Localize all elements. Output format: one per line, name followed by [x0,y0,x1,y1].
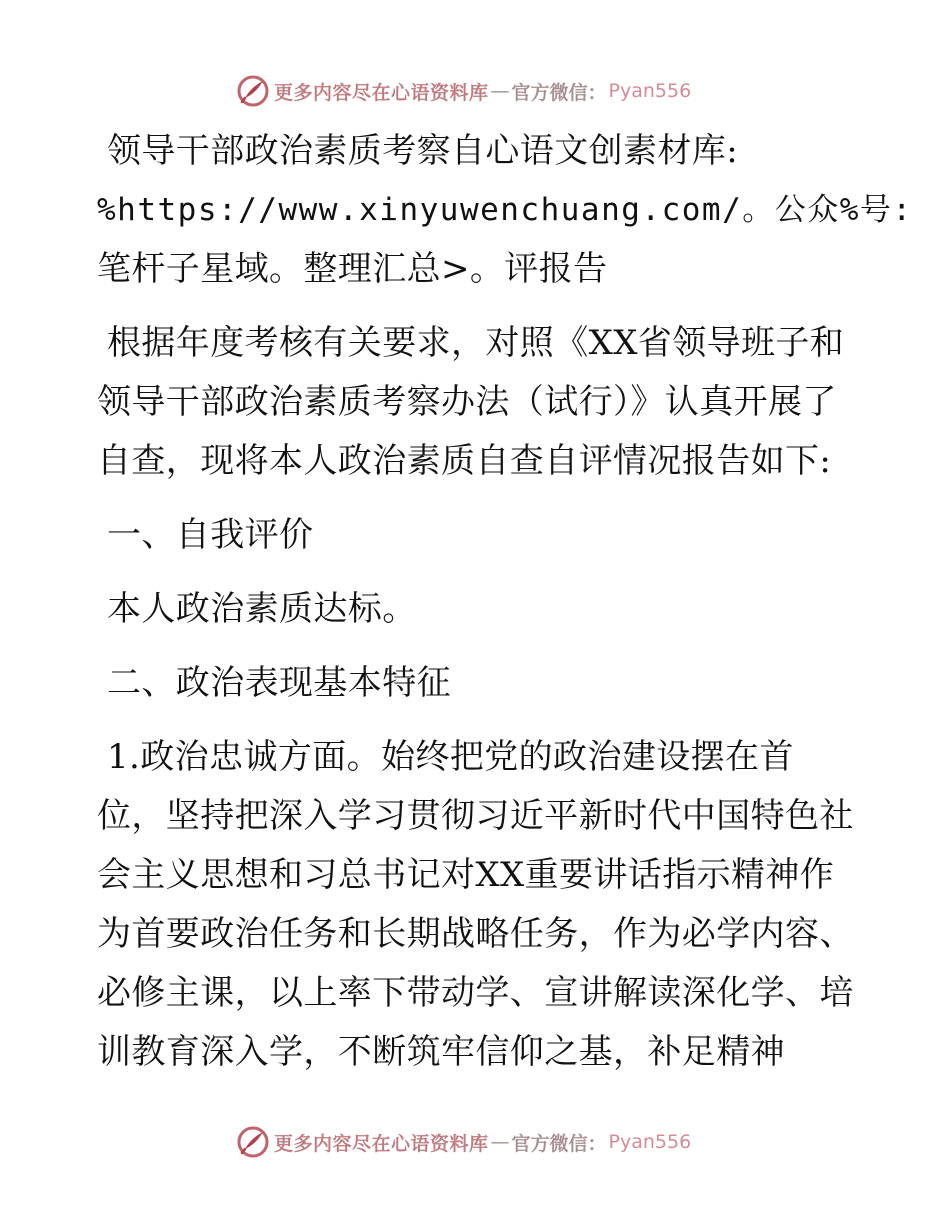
header-watermark-banner [236,72,691,110]
intro-line-3: 自查，现将本人政治素质自查自评情况报告如下: [97,441,832,481]
quill-pen-logo-icon [236,1125,270,1159]
section2-heading: 二、政治表现基本特征 [107,663,451,703]
banner-text: 更多内容尽在心语资料库 [274,1132,489,1155]
footer-watermark-banner [236,1123,691,1161]
item1-line-1: 1.政治忠诚方面。始终把党的政治建设摆在首 [107,737,794,777]
banner-text: 更多内容尽在心语资料库 [274,81,489,104]
item1-line-3: 会主义思想和习总书记对XX重要讲话指示精神作 [97,855,835,895]
title-line-3: 笔杆子星域。整理汇总>。评报告 [97,249,608,289]
item1-line-2: 位，坚持把深入学习贯彻习近平新时代中国特色社 [97,796,854,836]
item1-line-6: 训教育深入学，不断筑牢信仰之基，补足精神 [97,1032,785,1072]
banner-dash: — [490,1131,510,1153]
banner-wechat-label: 官方微信： [511,81,607,104]
banner-wechat-id: Pyan556 [608,1131,692,1153]
section1-heading: 一、自我评价 [107,515,314,555]
quill-pen-logo-icon [236,74,270,108]
document-body [97,122,913,1082]
intro-line-2: 领导干部政治素质考察办法（试行）》认真开展了 [97,382,837,422]
item1-line-5: 必修主课，以上率下带动学、宣讲解读深化学、培 [97,973,854,1013]
banner-wechat-label: 官方微信： [511,1132,607,1155]
banner-wechat-id: Pyan556 [608,80,692,102]
title-line-2: %https://www.xinyuwenchuang.com/。公众%号: [97,192,913,228]
title-line-1: 领导干部政治素质考察自心语文创素材库: [107,131,739,171]
banner-dash: — [490,80,510,102]
item1-line-4: 为首要政治任务和长期战略任务，作为必学内容、 [97,914,854,954]
intro-line-1: 根据年度考核有关要求，对照《XX省领导班子和 [107,323,845,363]
section1-body: 本人政治素质达标。 [107,589,417,629]
